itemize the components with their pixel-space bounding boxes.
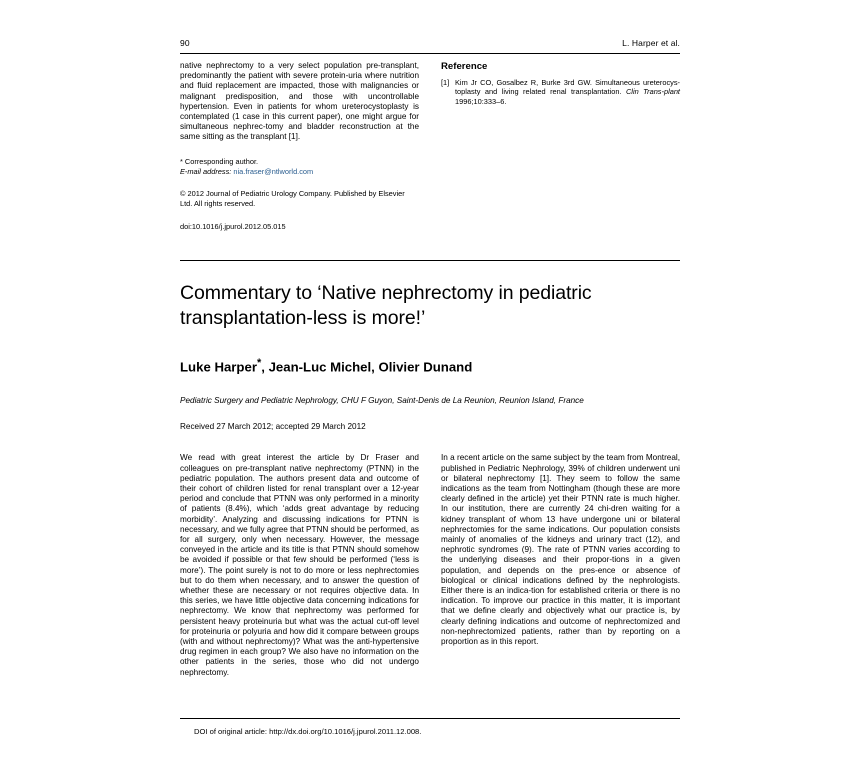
top-columns [180, 61, 680, 238]
article-body-columns [180, 453, 680, 677]
corresponding-author-note: * Corresponding author. [180, 156, 259, 166]
article-title: Commentary to ‘Native nephrectomy in pediatric transplantation-less is more!’ [180, 282, 592, 330]
body-left-column [180, 453, 419, 677]
reference-text [455, 78, 680, 106]
continued-text: native nephrectomy to a very select population pre-transplant, predominantly the patient with severe protein-uria where nutrition and fluid replacement are impacted, those with malignancies or malignant predisposition, and those with uncontrollable hypertension. Even in patients for whom ureterocystoplasty is contemplated (1 case in this current paper), one might argue for simultaneous nephrec-tomy and bladder reconstruction at the same sitting as the transplant [1]. [180, 61, 419, 142]
copyright-line: © 2012 Journal of Pediatric Urology Company. Published by Elsevier Ltd. All rights reserved. [180, 188, 405, 208]
article-affiliation: Pediatric Surgery and Pediatric Nephrology, CHU F Guyon, Saint-Denis de La Reunion, Reunion Island, France [180, 396, 584, 406]
email-line [180, 167, 419, 177]
article-authors [180, 357, 680, 374]
page-content [180, 0, 680, 678]
email-link[interactable]: nia.fraser@ntlworld.com [233, 166, 314, 176]
top-left-column [180, 61, 419, 238]
body-text-left: We read with great interest the article by Dr Fraser and colleagues on pre-transplant native nephrectomy (PTNN) in the pediatric population. The authors present data and outcome of their cohort of children listed for renal transplant over a 12-year period and conclude that PTNN was only performed in a minority of patients (8.4%), which ‘adds great advantage by reducing morbidity’. Analyzing and discussing indications for PTNN is necessary, and we fully agree that PTNN should be performed, as for all surgery, only when necessary. However, the message conveyed in the article and its title is that PTNN should somehow be avoided if possible or that few should be performed (‘less is more’). The point surely is not to do more or less nephrectomies but to do them when necessary, and to answer the question of whether these are necessary or not requires objective data. In this series, we have little objective data concerning indications for nephrectomy. We know that nephrectomy was performed for persistent heavy proteinuria but what was the actual cut-off level for proteinuria or polyuria and how did it compare between groups (with and without nephrectomy)? What was the anti-hypertensive drug regimen in each group? We also have no information on the other patients in the series, those who did not undergo nephrectomy. [180, 453, 419, 677]
author-rest: , Jean-Luc Michel, Olivier Dunand [261, 359, 473, 375]
body-text-right: In a recent article on the same subject by the team from Montreal, published in Pediatric Nephrology, 39% of children underwent uni or bilateral nephrectomy [1]. They seem to follow the same indications as the team from Nottingham (though these are more clearly defined in the article) yet their PTNN rate is much higher. In our institution, there are currently 24 chi-dren waiting for a kidney transplant of whom 13 have undergone uni or bilateral nephrectomies for the same indications. Our population consists mainly of anomalies of the kidneys and urinary tract (12), and nephrotic syndromes (9). The rate of PTNN varies according to the underlying diseases and their propor-tions in a given population, and depends on the pres-ence or absence of biological or clinical indications defined by the nephrologists. Either there is an indica-tion for established criteria or there is no indication. To improve our practice in this matter, it is important that we define clearly and objectively what our practice is, by clearly defining indications and outcome of nephrectomized and non-nephrectomized patients, rather than by reporting on a proportion as in this report. [441, 453, 680, 647]
doi-line: doi:10.1016/j.jpurol.2012.05.015 [180, 221, 286, 231]
original-article-doi[interactable]: DOI of original article: http://dx.doi.org/10.1016/j.jpurol.2011.12.008. [194, 727, 422, 736]
body-right-column [441, 453, 680, 677]
email-label: E-mail address: [180, 166, 232, 176]
page-footer [180, 718, 680, 736]
header-rule [180, 53, 680, 54]
article-history: Received 27 March 2012; accepted 29 March 2012 [180, 422, 366, 432]
author-first: Luke Harper [180, 359, 257, 375]
reference-item [441, 78, 680, 106]
reference-heading: Reference [441, 61, 488, 72]
footer-rule [180, 718, 680, 719]
reference-number: [1] [441, 78, 450, 87]
top-right-column [441, 61, 680, 238]
page-number: 90 [180, 38, 190, 48]
running-head [180, 0, 680, 53]
running-head-authors: L. Harper et al. [622, 38, 680, 48]
reference-text-part2: 1996;10:333–6. [455, 96, 507, 106]
article-separator-rule [180, 260, 680, 261]
reference-text-part1: Kim Jr CO, Gosalbez R, Burke 3rd GW. Simultaneous ureterocys-toplasty and living related renal transplantation. [455, 78, 680, 97]
footnote-block [180, 157, 419, 177]
reference-journal: Clin Trans-plant [625, 87, 680, 97]
corresponding-author-marker: * [256, 357, 262, 370]
